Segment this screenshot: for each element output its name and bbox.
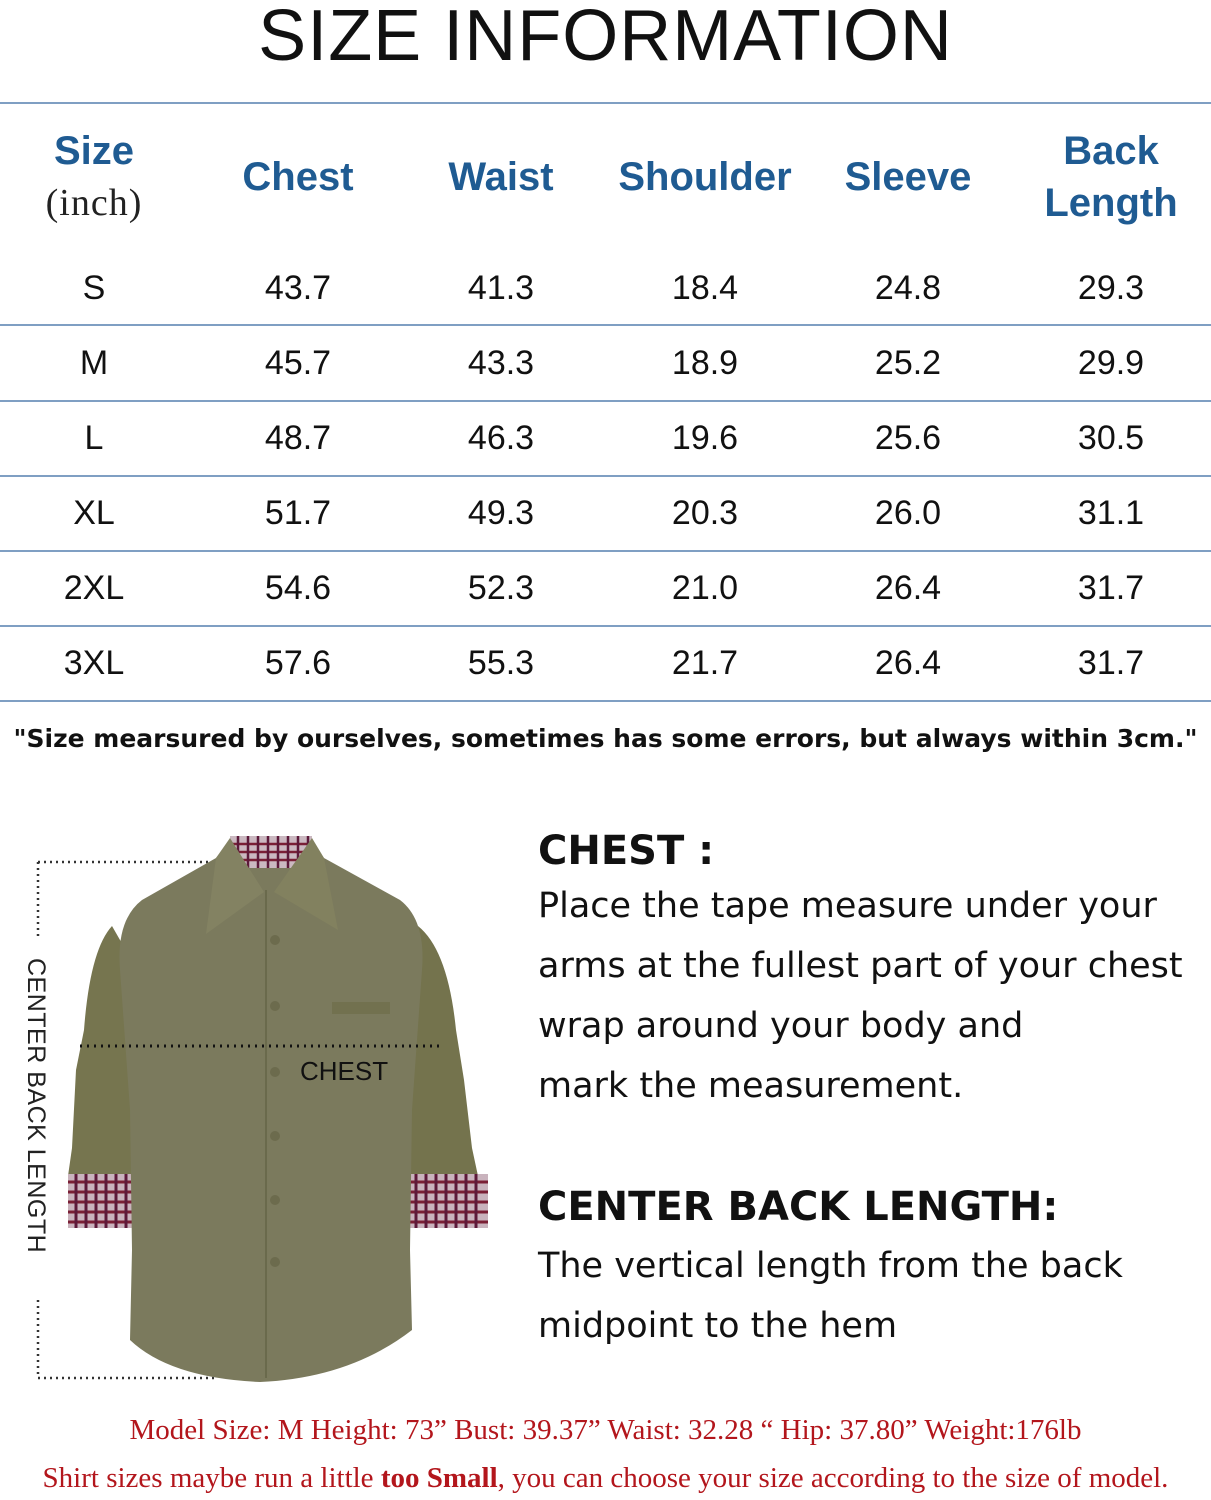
size-cell: M bbox=[79, 344, 109, 382]
model-size-line: Model Size: M Height: 73” Bust: 39.37” Waist: 32.28 “ Hip: 37.80” Weight:176lb bbox=[129, 1414, 1082, 1446]
table-cell: 25.6 bbox=[874, 419, 942, 457]
table-cell: 30.5 bbox=[1077, 419, 1145, 457]
table-cell: 48.7 bbox=[264, 419, 332, 457]
table-cell: 25.2 bbox=[874, 344, 942, 382]
table-rule bbox=[0, 324, 1211, 326]
page-title: SIZE INFORMATION bbox=[258, 0, 953, 76]
header-back-length-line2: Length bbox=[1044, 181, 1178, 225]
table-cell: 41.3 bbox=[467, 269, 535, 307]
size-cell: L bbox=[84, 419, 104, 457]
size-cell: S bbox=[82, 269, 106, 307]
table-cell: 54.6 bbox=[264, 569, 332, 607]
table-cell: 29.9 bbox=[1077, 344, 1145, 382]
center-back-length-label: CENTER BACK LENGTH bbox=[22, 958, 50, 1254]
shirt-body bbox=[119, 840, 422, 1382]
table-cell: 24.8 bbox=[874, 269, 942, 307]
table-cell: 18.9 bbox=[671, 344, 739, 382]
header-chest-label: Chest bbox=[242, 155, 354, 199]
header-shoulder-label: Shoulder bbox=[618, 155, 792, 199]
header-waist bbox=[400, 102, 602, 252]
header-shoulder bbox=[600, 102, 810, 252]
back-length-body: The vertical length from the back midpoint to the hem bbox=[538, 1246, 1123, 1346]
header-size-unit: (inch) bbox=[45, 182, 143, 224]
header-chest bbox=[198, 102, 398, 252]
table-row bbox=[0, 477, 1211, 550]
table-cell: 26.4 bbox=[874, 569, 942, 607]
table-cell: 31.1 bbox=[1077, 494, 1145, 532]
header-size bbox=[0, 102, 188, 252]
back-length-instructions bbox=[538, 1184, 1123, 1356]
chest-heading: CHEST : bbox=[538, 828, 715, 874]
header-back-length bbox=[1008, 102, 1211, 252]
table-cell: 49.3 bbox=[467, 494, 535, 532]
table-cell: 46.3 bbox=[467, 419, 535, 457]
table-cell: 45.7 bbox=[264, 344, 332, 382]
table-cell: 43.3 bbox=[467, 344, 535, 382]
size-cell: 3XL bbox=[63, 644, 125, 682]
header-sleeve-label: Sleeve bbox=[844, 155, 972, 199]
header-size-label: Size bbox=[53, 129, 135, 173]
fit-advice-line bbox=[0, 1462, 1211, 1495]
right-cuff bbox=[398, 1174, 488, 1228]
table-cell: 51.7 bbox=[264, 494, 332, 532]
table-cell: 18.4 bbox=[671, 269, 739, 307]
table-row bbox=[0, 327, 1211, 400]
table-rule bbox=[0, 700, 1211, 702]
table-cell: 43.7 bbox=[264, 269, 332, 307]
table-row bbox=[0, 252, 1211, 325]
table-row bbox=[0, 402, 1211, 475]
header-sleeve bbox=[806, 102, 1010, 252]
fit-advice-start: Shirt sizes maybe run a little bbox=[42, 1462, 381, 1494]
table-cell: 29.3 bbox=[1077, 269, 1145, 307]
chest-pocket bbox=[332, 1002, 390, 1014]
table-cell: 31.7 bbox=[1077, 569, 1145, 607]
table-cell: 26.4 bbox=[874, 644, 942, 682]
fit-advice-emphasis: too Small bbox=[380, 1462, 498, 1494]
chest-instructions bbox=[538, 828, 1183, 1116]
table-cell: 21.0 bbox=[671, 569, 739, 607]
table-row bbox=[0, 627, 1211, 700]
table-cell: 20.3 bbox=[671, 494, 739, 532]
header-waist-label: Waist bbox=[448, 155, 554, 199]
size-cell: XL bbox=[73, 494, 115, 532]
chest-label: CHEST bbox=[300, 1056, 389, 1086]
fit-advice-end: , you can choose your size according to the size of model. bbox=[497, 1462, 1169, 1494]
table-cell: 31.7 bbox=[1077, 644, 1145, 682]
size-cell: 2XL bbox=[63, 569, 125, 607]
table-cell: 55.3 bbox=[467, 644, 535, 682]
chest-body: Place the tape measure under your arms at the fullest part of your chest wrap around your body and mark the measurement. bbox=[538, 886, 1183, 1106]
table-cell: 52.3 bbox=[467, 569, 535, 607]
measurement-note: "Size mearsured by ourselves, sometimes has some errors, but always within 3cm." bbox=[13, 724, 1198, 753]
table-cell: 21.7 bbox=[671, 644, 739, 682]
table-cell: 26.0 bbox=[874, 494, 942, 532]
table-cell: 19.6 bbox=[671, 419, 739, 457]
header-back-length-line1: Back bbox=[1063, 129, 1159, 173]
back-length-heading: CENTER BACK LENGTH: bbox=[538, 1184, 1059, 1230]
shirt-diagram bbox=[20, 830, 500, 1390]
table-row bbox=[0, 552, 1211, 625]
table-cell: 57.6 bbox=[264, 644, 332, 682]
